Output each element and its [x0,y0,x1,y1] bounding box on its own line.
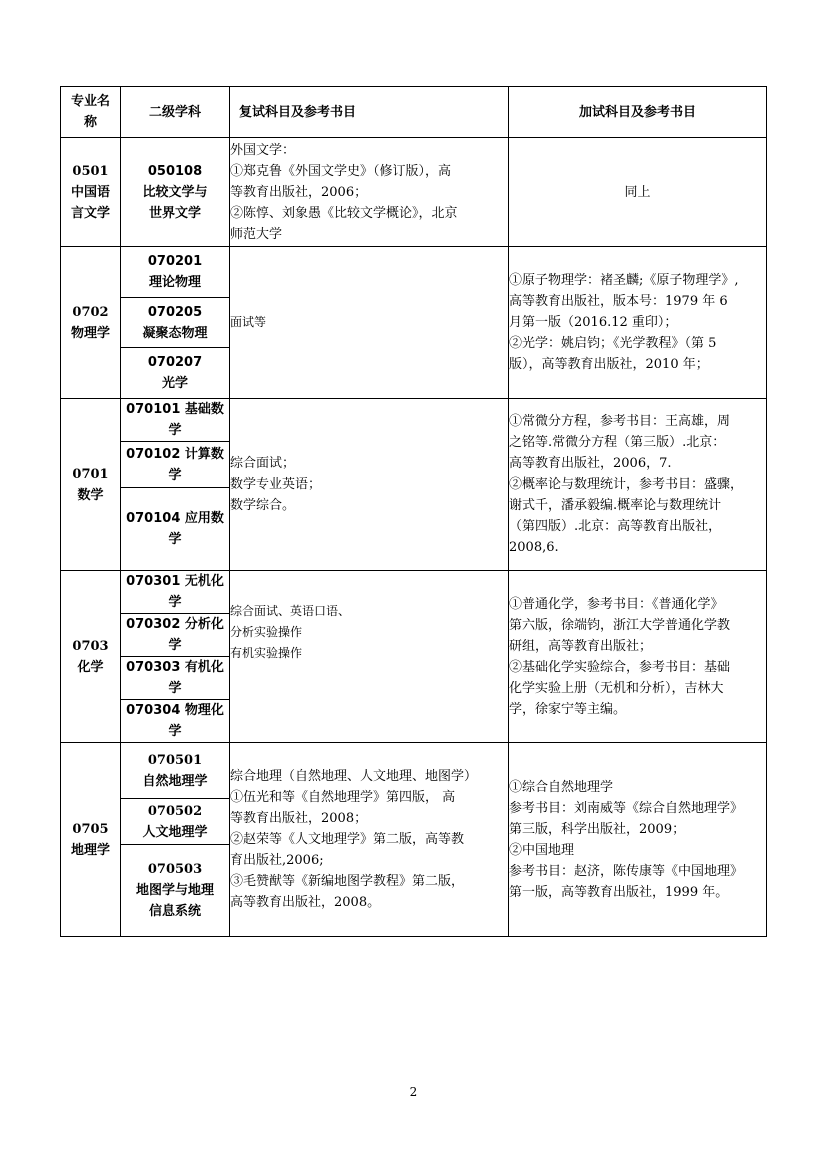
major-0702: 0702 物理学 [61,247,121,399]
sub-070205: 070205 凝聚态物理 [121,298,230,348]
header-retest: 复试科目及参考书目 [230,87,509,138]
header-row [61,87,767,138]
retest-0701: 综合面试； 数学专业英语； 数学综合。 [230,399,509,571]
extra-0703: ①普通化学，参考书目：《普通化学》 第六版，徐端钧，浙江大学普通化学教 研组，高等教育出版社； ②基础化学实验综合，参考书目：基础 化学实验上册（无机和分析），吉林大 学，徐家宁等主编。 [509,571,767,743]
sub-070501: 070501 自然地理学 [121,743,230,799]
extra-0702: ①原子物理学：褚圣麟;《原子物理学》, 高等教育出版社，版本号：1979 年 6 月第一版（2016.12 重印）； ②光学：姚启钧；《光学教程》（第 5 版），高等教育出版社，2010 年； [509,247,767,399]
row-0705-a [61,743,767,799]
extra-0701: ①常微分方程，参考书目：王高雄，周 之铭等.常微分方程（第三版）.北京： 高等教育出版社，2006，7. ②概率论与数理统计，参考书目：盛骤， 谢式千，潘承毅编.概率论与数理统计 （第四版）.北京：高等教育出版社， 2008,6. [509,399,767,571]
sub-070104: 070104 应用数学 [121,488,230,571]
row-0703-a [61,571,767,614]
retest-0501: 外国文学： ①郑克鲁《外国文学史》（修订版），高 等教育出版社，2006； ②陈惇、刘象愚《比较文学概论》，北京 师范大学 [230,138,509,247]
curriculum-table [60,86,767,937]
major-0703: 0703 化学 [61,571,121,743]
header-extra: 加试科目及参考书目 [509,87,767,138]
sub-050108: 050108 比较文学与 世界文学 [121,138,230,247]
extra-0705: ①综合自然地理学 参考书目：刘南威等《综合自然地理学》 第三版，科学出版社，2009； ②中国地理 参考书目：赵济，陈传康等《中国地理》 第一版，高等教育出版社，1999 年。 [509,743,767,937]
sub-070207: 070207 光学 [121,348,230,399]
header-sub: 二级学科 [121,87,230,138]
row-0702-a [61,247,767,298]
sub-070302: 070302 分析化学 [121,614,230,657]
retest-0703: 综合面试、英语口语、 分析实验操作 有机实验操作 [230,571,509,743]
retest-0702: 面试等 [230,247,509,399]
sub-070101: 070101 基础数学 [121,399,230,442]
major-0705: 0705 地理学 [61,743,121,937]
sub-070304: 070304 物理化学 [121,700,230,743]
sub-070502: 070502 人文地理学 [121,799,230,845]
extra-0501: 同上 [509,138,767,247]
major-0501: 0501 中国语 言文学 [61,138,121,247]
page-number: 2 [409,1085,418,1099]
sub-070301: 070301 无机化学 [121,571,230,614]
sub-070303: 070303 有机化学 [121,657,230,700]
sub-070102: 070102 计算数学 [121,442,230,488]
header-major: 专业名称 [61,87,121,138]
sub-070201: 070201 理论物理 [121,247,230,298]
sub-070503: 070503 地图学与地理 信息系统 [121,845,230,937]
row-0501 [61,138,767,247]
retest-0705: 综合地理（自然地理、人文地理、地图学） ①伍光和等《自然地理学》第四版， 高 等教育出版社，2008； ②赵荣等《人文地理学》第二版，高等教 育出版社,2006; ③毛赞猷等《新编地图学教程》第二版， 高等教育出版社，2008。 [230,743,509,937]
major-0701: 0701 数学 [61,399,121,571]
row-0701-a [61,399,767,442]
